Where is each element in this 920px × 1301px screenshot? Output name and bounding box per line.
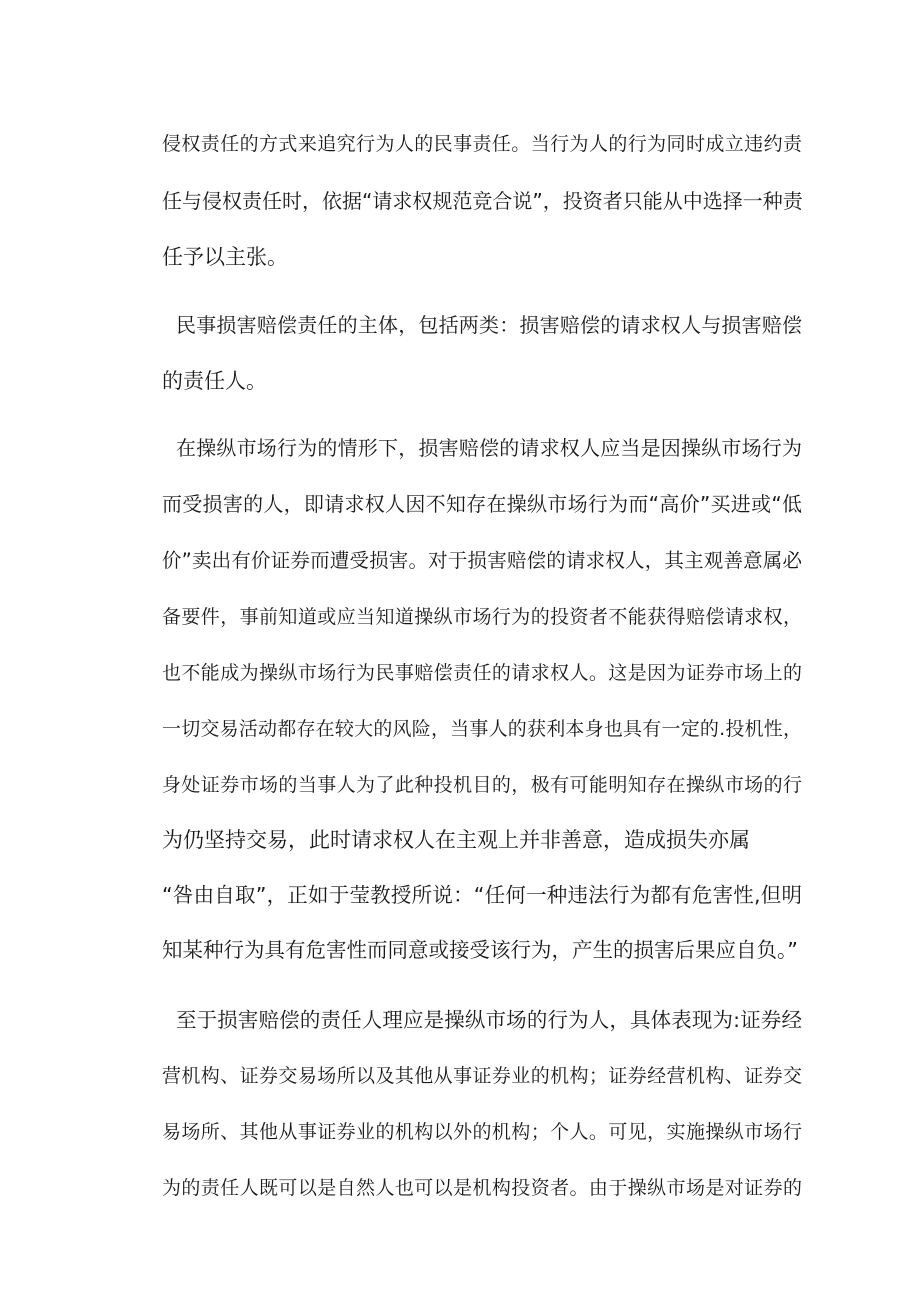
paragraph-1-line-3: 任予以主张。 bbox=[162, 245, 288, 269]
paragraph-3-line-1: 在操纵市场行为的情形下，损害赔偿的请求权人应当是因操纵市场行为 bbox=[176, 436, 802, 460]
paragraph-3-line-7: 身处证券市场的当事人为了此种投机目的，极有可能明知存在操纵市场的行 bbox=[162, 774, 802, 796]
paragraph-4-line-1: 至于损害赔偿的责任人理应是操纵市场的行为人，具体表现为:证券经 bbox=[176, 1008, 802, 1032]
paragraph-3-line-2: 而受损害的人，即请求权人因不知存在操纵市场行为而“高价”买进或“低 bbox=[162, 492, 802, 516]
paragraph-1-line-1: 侵权责任的方式来追究行为人的民事责任。当行为人的行为同时成立违约责 bbox=[162, 133, 802, 155]
paragraph-3-line-3: 价”卖出有价证券而遭受损害。对于损害赔偿的请求权人，其主观善意属必 bbox=[162, 549, 802, 572]
paragraph-4-line-3: 易场所、其他从事证券业的机构以外的机构；个人。可见，实施操纵市场行 bbox=[162, 1121, 802, 1143]
paragraph-3-line-4: 备要件，事前知道或应当知道操纵市场行为的投资者不能获得赔偿请求权， bbox=[162, 606, 802, 628]
paragraph-3-line-9: “咎由自取”，正如于莹教授所说：“任何一种违法行为都有危害性,但明 bbox=[162, 883, 802, 907]
paragraph-4-line-2: 营机构、证券交易场所以及其他从事证券业的机构；证券经营机构、证券交 bbox=[162, 1065, 802, 1087]
paragraph-4-line-4: 为的责任人既可以是自然人也可以是机构投资者。由于操纵市场是对证券的 bbox=[162, 1177, 802, 1199]
paragraph-3-line-8: 为仍坚持交易，此时请求权人在主观上并非善意，造成损失亦属 bbox=[162, 828, 750, 852]
paragraph-3-line-6: 一切交易活动都存在较大的风险，当事人的获利本身也具有一定的.投机性， bbox=[162, 718, 802, 740]
paragraph-2-line-2: 的责任人。 bbox=[162, 369, 267, 393]
paragraph-2-line-1: 民事损害赔偿责任的主体，包括两类：损害赔偿的请求权人与损害赔偿 bbox=[176, 313, 802, 337]
paragraph-1-line-2: 任与侵权责任时，依据“请求权规范竞合说”，投资者只能从中选择一种责 bbox=[162, 189, 803, 213]
paragraph-3-line-5: 也不能成为操纵市场行为民事赔偿责任的请求权人。这是因为证券市场上的 bbox=[162, 662, 802, 684]
paragraph-3-line-10: 知某种行为具有危害性而同意或接受该行为，产生的损害后果应自负。” bbox=[162, 938, 798, 962]
